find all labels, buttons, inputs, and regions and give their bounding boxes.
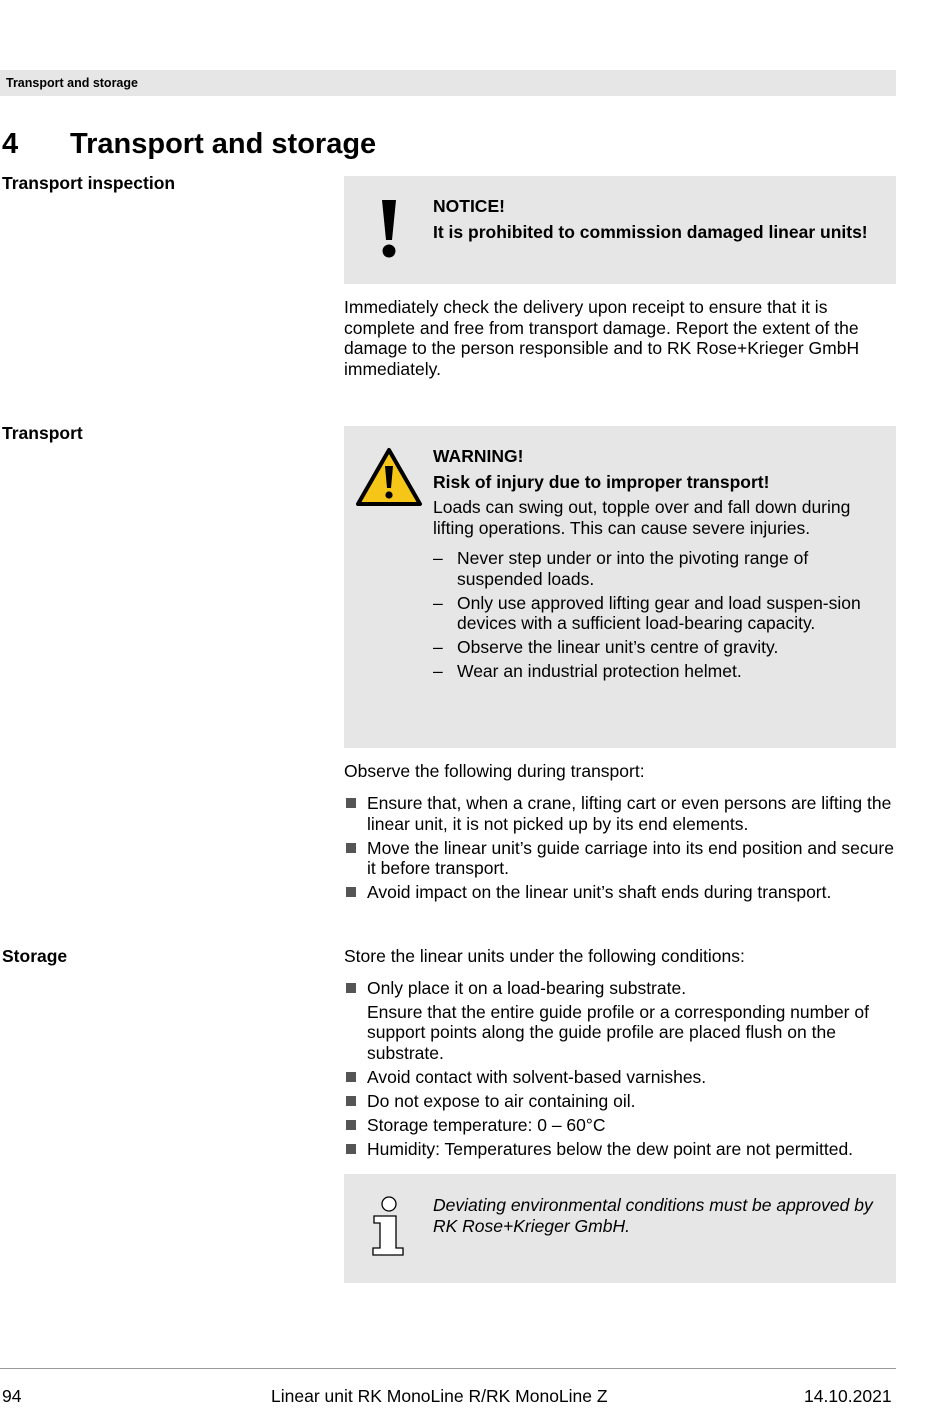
list-item: – Wear an industrial protection helmet. [433,661,742,681]
bullet-square-icon [346,1096,356,1106]
list-item: – Only use approved lifting gear and load suspen-sion devices with a sufficient load-bearing capacity. [433,592,861,633]
list-item: Do not expose to air containing oil. [344,1091,896,1112]
bullet-square-icon [346,1120,356,1130]
section-label-inspection: Transport inspection [2,173,176,193]
list-item: Avoid contact with solvent-based varnishes. [344,1067,896,1088]
notice-text: It is prohibited to commission damaged linear units! [433,221,868,242]
warning-list [433,548,873,682]
bullet-square-icon [346,983,356,993]
bullet-square-icon [346,1072,356,1082]
transport-intro: Observe the following during transport: [344,761,645,781]
list-item: Move the linear unit’s guide carriage into its end position and secure it before transport. [344,838,896,879]
exclamation-icon [374,198,404,260]
bullet-square-icon [346,798,356,808]
warning-text: Loads can swing out, topple over and fall down during lifting operations. This can cause severe injuries. [433,497,851,538]
chapter-title: Transport and storage [70,128,377,160]
bullet-square-icon [346,843,356,853]
list-item: – Never step under or into the pivoting range of suspended loads. [433,548,809,589]
warning-heading: WARNING! [433,446,524,466]
running-title: Transport and storage [6,76,138,90]
storage-intro: Store the linear units under the following conditions: [344,946,745,966]
list-item-note: Ensure that the entire guide profile or a corresponding number of support points along the guide profile are placed flush on the substrate. [367,1001,869,1063]
list-item: Ensure that, when a crane, lifting cart or even persons are lifting the linear unit, it is not picked up by its end elements. [344,793,896,834]
page-number: 94 [2,1386,22,1406]
list-item: Only place it on a load-bearing substrate. Ensure that the entire guide profile or a corresponding number of support points along the guide profile are placed flush on the substrate. [344,978,896,1063]
warning-box [344,426,896,748]
info-icon [370,1196,408,1258]
chapter-number: 4 [2,128,19,160]
list-item: Avoid impact on the linear unit’s shaft ends during transport. [344,882,896,903]
footer-product: Linear unit RK MonoLine R/RK MonoLine Z [271,1386,608,1406]
warning-subheading: Risk of injury due to improper transport! [433,471,770,492]
notice-heading: NOTICE! [433,196,505,216]
warning-triangle-icon [354,446,424,508]
bullet-square-icon [346,1144,356,1154]
list-item: Humidity: Temperatures below the dew point are not permitted. [344,1139,896,1160]
info-text: Deviating environmental conditions must be approved by RK Rose+Krieger GmbH. [433,1195,873,1236]
info-box [344,1174,896,1283]
storage-list [344,978,896,1163]
section-label-transport: Transport [2,423,83,443]
footer-divider [0,1368,896,1369]
section-label-storage: Storage [2,946,68,966]
footer-date: 14.10.2021 [804,1386,892,1406]
list-item: – Observe the linear unit’s centre of gravity. [433,637,779,657]
bullet-square-icon [346,887,356,897]
inspection-paragraph: Immediately check the delivery upon receipt to ensure that it is complete and free from transport damage. Report the extent of the damage to the person responsible and to RK Rose+Krieger GmbH immediately. [344,297,860,379]
notice-box [344,176,896,284]
list-item: Storage temperature: 0 – 60°C [344,1115,896,1136]
transport-list [344,793,896,906]
running-header [0,70,896,96]
